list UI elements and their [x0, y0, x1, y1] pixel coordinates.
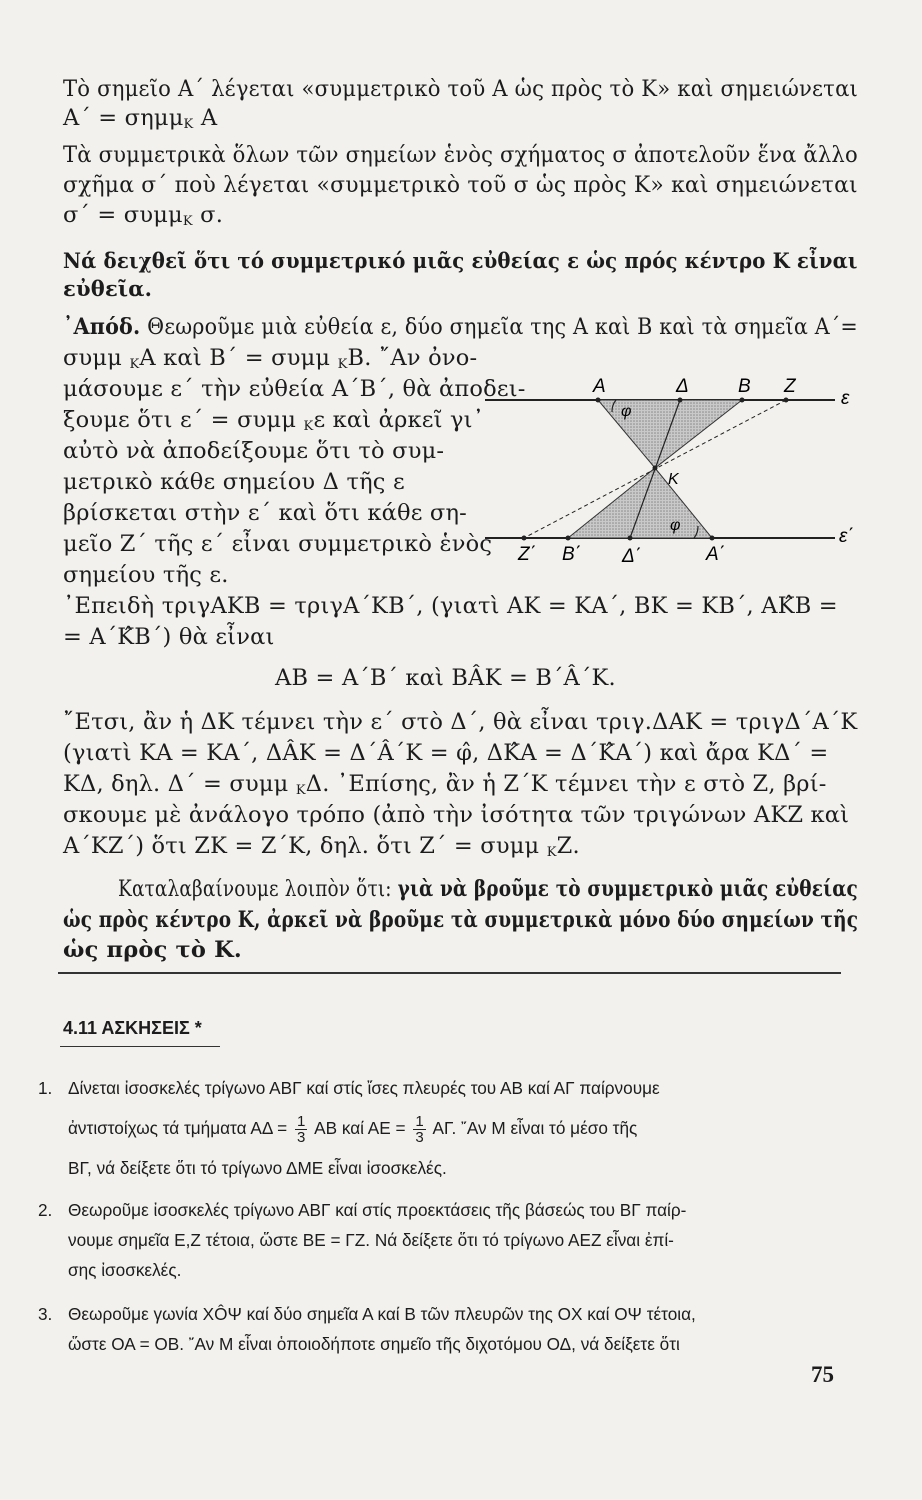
point-Bp: [566, 536, 571, 541]
proof-equation: ΑΒ = Α΄Β΄ καὶ ΒÂΚ = Β΄Â΄Κ.: [275, 665, 616, 691]
proof-line: ᾿Επειδὴ τριγΑΚΒ = τριγΑ΄ΚΒ΄, (γιατὶ ΑΚ = ΚΑ΄, ΒΚ = ΚΒ΄, ΑΚ̂Β =: [63, 593, 838, 619]
label-D: Δ: [676, 376, 689, 397]
proof-line: αὐτὸ νὰ ἀποδείξουμε ὅτι τὸ συμ-: [63, 438, 445, 464]
conclusion-line: Καταλαβαίνουμε λοιπὸν ὅτι: γιὰ νὰ βροῦμε τὸ συμμετρικὸ μιᾶς εὐθείας: [118, 876, 858, 902]
exercise-text: σης ἰσοσκελές.: [68, 1260, 182, 1280]
text-line: Τὰ συμμετρικὰ ὅλων τῶν σημείων ἑνὸς σχήματος σ ἀποτελοῦν ἕνα ἄλλο: [63, 142, 858, 168]
proof-line: βρίσκεται στὴν ε΄ καὶ ὅτι κάθε ση-: [63, 500, 467, 526]
conclusion-line: ὡς πρὸς τὸ Κ.: [63, 937, 242, 963]
exercise-number: 3.: [38, 1304, 53, 1324]
proof-line: = Α΄Κ̂Β΄) θὰ εἶναι: [63, 624, 275, 650]
label-Bp: Β΄: [562, 544, 581, 565]
exercise-text: ὥστε ΟΑ = ΟΒ. ῎Αν Μ εἶναι ὁποιοδήποτε σημεῖο τῆς διχοτόμου ΟΔ, νά δείξετε ὅτι: [68, 1334, 680, 1354]
proof-line: (γιατὶ ΚΑ = ΚΑ΄, ΔÂΚ = Δ΄Â΄Κ = φ̂, ΔΚ̂Α = Δ΄Κ̂Α΄) καὶ ἄρα ΚΔ΄ =: [63, 740, 829, 766]
exercise-text: ἀντιστοίχως τά τμήματα ΑΔ = $\frac{1}{3}$ ΑΒ καί ΑΕ = $\frac{1}{3}$ ΑΓ. ῎Αν Μ εἶναι τό μέσο τῆς: [68, 1113, 638, 1146]
label-K: Κ: [668, 471, 679, 488]
text-line: σ΄ = συμμ$_K$ σ.: [63, 202, 224, 229]
proof-line: ξουμε ὅτι ε΄ = συμμ $_K$ε καὶ ἀρκεῖ γι᾿: [63, 407, 485, 434]
section-divider: [58, 972, 841, 974]
exercise-text: Θεωροῦμε γωνία ΧÔΨ καί δύο σημεῖα Α καί Β τῶν πλευρῶν της ΟΧ καί ΟΨ τέτοια,: [68, 1304, 696, 1324]
label-ep: ε΄: [839, 526, 854, 547]
proof-line: συμμ $_K$Α καὶ Β΄ = συμμ $_K$Β. ῎Αν ὀνο-: [63, 345, 478, 372]
fraction-one-third: $\frac{1}{3}$: [296, 1113, 306, 1146]
point-Z: [784, 398, 789, 403]
label-Dp: Δ΄: [622, 546, 642, 567]
label-Z: Ζ: [784, 376, 796, 397]
proof-line: μάσουμε ε΄ τὴν εὐθεία Α΄Β΄, θὰ ἀποδει-: [63, 376, 526, 402]
theorem-statement: εὐθεῖα.: [63, 276, 153, 301]
label-phi-top: φ: [621, 403, 632, 420]
proof-line: ΚΔ, δηλ. Δ΄ = συμμ $_K$Δ. ᾿Επίσης, ἂν ἡ Ζ΄Κ τέμνει τὴν ε στὸ Ζ, βρί-: [63, 771, 827, 798]
proof-line: ᾿Απόδ. Θεωροῦμε μιὰ εὐθεία ε, δύο σημεῖα της Α καὶ Β καὶ τὰ σημεῖα Α΄=: [63, 314, 858, 340]
label-B: Β: [738, 376, 751, 397]
page-number: 75: [811, 1362, 834, 1387]
proof-line: ῎Ετσι, ἂν ἡ ΔΚ τέμνει τὴν ε΄ στὸ Δ΄, θὰ εἶναι τριγ.ΔΑΚ = τριγΔ΄Α΄Κ: [63, 709, 858, 735]
point-B: [740, 398, 745, 403]
fraction-one-third: $\frac{1}{3}$: [415, 1113, 424, 1146]
label-e: ε: [841, 388, 850, 409]
exercise-text: νουμε σημεῖα Ε,Ζ τέτοια, ὥστε ΒΕ = ΓΖ. Νά δείξετε ὅτι τό τρίγωνο ΑΕΖ εἶναι ἐπί-: [68, 1230, 674, 1250]
label-Zp: Ζ΄: [518, 544, 536, 565]
proof-line: μεῖο Ζ΄ τῆς ε΄ εἶναι συμμετρικὸ ἑνὸς: [63, 531, 493, 557]
label-A: Α: [593, 376, 606, 397]
theorem-statement: Νά δειχθεῖ ὅτι τό συμμετρικό μιᾶς εὐθείας ε ὡς πρός κέντρο Κ εἶναι: [63, 248, 858, 273]
section-title: 4.11 ΑΣΚΗΣΕΙΣ *: [63, 1018, 202, 1038]
text-line: Α΄ = σημμ$_K$ Α: [63, 105, 218, 132]
point-Dp: [628, 536, 633, 541]
exercise-text: Θεωροῦμε ἰσοσκελές τρίγωνο ΑΒΓ καί στίς προεκτάσεις τῆς βάσεώς του ΒΓ παίρ-: [68, 1200, 687, 1220]
text-line: σχῆμα σ΄ ποὺ λέγεται «συμμετρικὸ τοῦ σ ὡς πρὸς Κ» καὶ σημειώνεται: [63, 172, 858, 198]
point-Zp: [522, 536, 527, 541]
label-Ap: Α΄: [706, 544, 725, 565]
triangle-A'KB': [568, 468, 712, 538]
label-phi-bottom: φ: [670, 517, 681, 534]
point-Ap: [710, 536, 715, 541]
exercise-number: 1.: [38, 1078, 53, 1098]
conclusion-line: ὡς πρὸς κέντρο Κ, ἀρκεῖ νὰ βροῦμε τὰ συμμετρικὰ μόνο δύο σημείων τῆς: [63, 907, 859, 933]
proof-line: Α΄ΚΖ΄) ὅτι ΖΚ = Ζ΄Κ, δηλ. ὅτι Ζ΄ = συμμ $_K$Ζ.: [63, 833, 580, 860]
exercise-text: ΒΓ, νά δείξετε ὅτι τό τρίγωνο ΔΜΕ εἶναι ἰσοσκελές.: [68, 1158, 447, 1178]
exercise-text: Δίνεται ἰσοσκελές τρίγωνο ΑΒΓ καί στίς ἴσες πλευρές του ΑΒ καί ΑΓ παίρνουμε: [68, 1078, 660, 1098]
section-title-underline: [60, 1046, 220, 1047]
proof-line: σημείου τῆς ε.: [63, 562, 229, 588]
symmetry-figure: [480, 372, 860, 572]
exercise-number: 2.: [38, 1200, 53, 1220]
proof-line: σκουμε μὲ ἀνάλογο τρόπο (ἀπὸ τὴν ἰσότητα τῶν τριγώνων ΑΚΖ καὶ: [63, 802, 850, 828]
point-D: [678, 398, 683, 403]
text-line: Τὸ σημεῖο Α΄ λέγεται «συμμετρικὸ τοῦ Α ὡς πρὸς τὸ Κ» καὶ σημειώνεται: [63, 76, 859, 102]
proof-line: μετρικὸ κάθε σημείου Δ τῆς ε: [63, 469, 405, 495]
point-A: [596, 398, 601, 403]
point-K: [653, 466, 658, 471]
